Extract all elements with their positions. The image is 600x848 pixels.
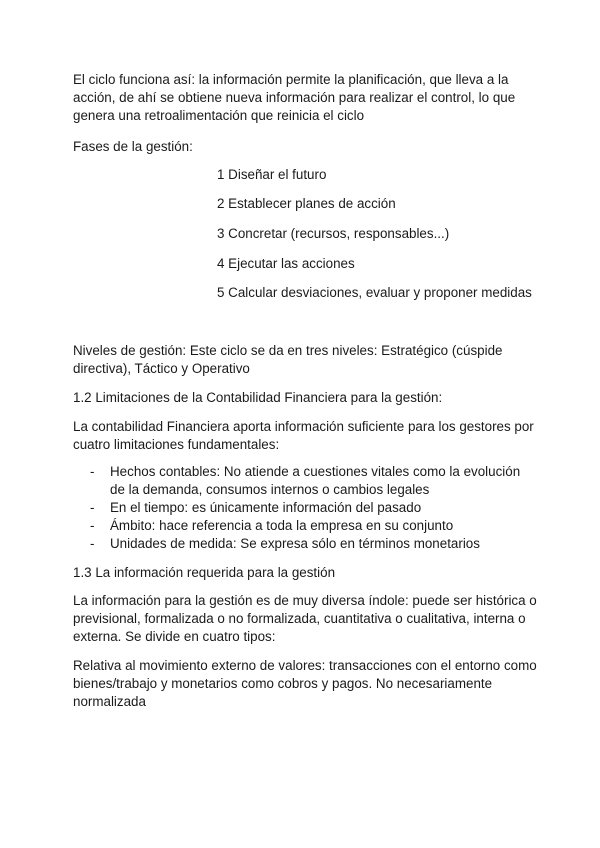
list-item xyxy=(90,517,530,535)
phase-item: 3 Concretar (recursos, responsables...) xyxy=(217,226,450,241)
list-item-text: Hechos contables: No atiende a cuestiones vitales como la evolución de la demanda, consumos internos o cambios legales xyxy=(110,464,521,497)
list-item xyxy=(90,499,530,517)
phase-item: 5 Calcular desviaciones, evaluar y proponer medidas xyxy=(217,285,532,300)
phase-item: 4 Ejecutar las acciones xyxy=(217,256,355,271)
levels-paragraph: Niveles de gestión: Este ciclo se da en tres niveles: Estratégico (cúspide directiva), Táctico y Operativo xyxy=(73,343,503,376)
list-item-text: Unidades de medida: Se expresa sólo en términos monetarios xyxy=(110,536,480,551)
section-1-2-paragraph: La contabilidad Financiera aporta información suficiente para los gestores por cuatro limitaciones fundamentales: xyxy=(73,419,534,452)
list-item-text: Ámbito: hace referencia a toda la empresa en su conjunto xyxy=(110,518,454,533)
bullet-dash: - xyxy=(90,536,95,551)
section-1-3-heading: 1.3 La información requerida para la gestión xyxy=(73,565,336,580)
bullet-dash: - xyxy=(90,500,95,515)
list-item-text: En el tiempo: es únicamente información del pasado xyxy=(110,500,422,515)
phase-item: 2 Establecer planes de acción xyxy=(217,196,396,211)
relative-paragraph: Relativa al movimiento externo de valores: transacciones con el entorno como bienes/trabajo y monetarios como cobros y pagos. No necesariamente normalizada xyxy=(73,658,537,709)
phase-item: 1 Diseñar el futuro xyxy=(217,167,327,182)
intro-paragraph: El ciclo funciona así: la información permite la planificación, que lleva a la acción, de ahí se obtiene nueva información para realizar el control, lo que genera una retroalimentación que reinicia el ciclo xyxy=(73,72,516,123)
phases-heading: Fases de la gestión: xyxy=(73,139,193,154)
bullet-dash: - xyxy=(90,518,95,533)
list-item xyxy=(90,535,530,553)
section-1-3-paragraph: La información para la gestión es de muy diversa índole: puede ser histórica o previsional, formalizada o no formalizada, cuantitativa o cualitativa, interna o externa. Se divide en cuatro tipos: xyxy=(73,593,537,644)
bullet-dash: - xyxy=(90,464,95,479)
list-item xyxy=(90,463,530,499)
limitations-list xyxy=(90,463,530,553)
section-1-2-heading: 1.2 Limitaciones de la Contabilidad Financiera para la gestión: xyxy=(73,390,443,405)
